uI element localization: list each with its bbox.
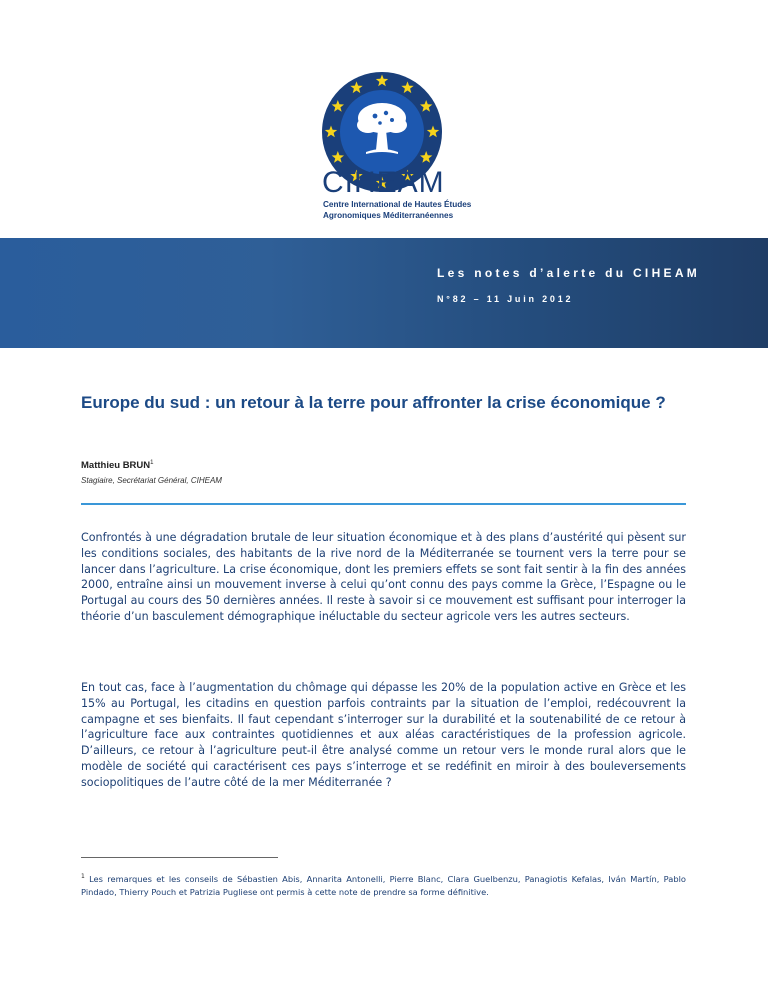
author-affiliation: Stagiaire, Secrétariat Général, CIHEAM: [81, 476, 222, 485]
header-banner: [0, 238, 768, 348]
series-title: Les notes d’alerte du CIHEAM: [437, 266, 701, 280]
author-footnote-ref: 1: [150, 460, 154, 466]
logo-wordmark: CIHEAM: [322, 166, 445, 199]
body-paragraph-1: Confrontés à une dégradation brutale de leur situation économique et à des plans d’austérité qui pèsent sur les conditions sociales, des habitants de la rive nord de la Méditerranée se tournent vers la terre pour se lancer dans l’agriculture. La crise économique, dont les premiers effets se sont fait sentir à la fin des années 2000, entraîne ainsi un mouvement inverse à celui qu’ont connu des pays comme la Grèce, l’Espagne ou le Portugal au cours des 50 dernières années. Il reste à savoir si ce mouvement est suffisant pour interroger la théorie d’un basculement démographique inéluctable du secteur agricole vers les autres secteurs.: [81, 531, 686, 623]
footnote-text: Les remarques et les conseils de Sébastien Abis, Annarita Antonelli, Pierre Blanc, Clara Guelbenzu, Panagiotis Kefalas, Iván Martín, Pablo Pindado, Thierry Pouch et Patrizia Pugliese ont permis à cette note de prendre sa forme définitive.: [81, 873, 686, 897]
logo-subtitle-line2: Agronomiques Méditerranéennes: [323, 211, 454, 220]
article-title: Europe du sud : un retour à la terre pour affronter la crise économique ?: [81, 393, 666, 412]
logo-subtitle: [323, 199, 471, 221]
issue-number-date: N°82 – 11 Juin 2012: [437, 294, 574, 304]
logo-subtitle-line1: Centre International de Hautes Études: [323, 200, 472, 209]
footnote-separator: [81, 857, 278, 858]
author-line: [81, 460, 153, 471]
author-name: Matthieu BRUN: [81, 460, 151, 472]
footnote: [81, 870, 686, 899]
body-paragraph-2: En tout cas, face à l’augmentation du chômage qui dépasse les 20% de la population active en Grèce et les 15% au Portugal, les citadins en question parfois contraints par la situation de l’emploi, redécouvrent la campagne et ses bienfaits. Il faut cependant s’interroger sur la durabilité et la soutenabilité de ce retour à l’agriculture face aux contraintes quotidiennes et aux aléas caractéristiques de la profession agricole. D’ailleurs, ce retour à l’agriculture peut-il être analysé comme un retour vers le monde rural alors que le modèle de société qui caractérisent ces pays s’interroge et se redéfinit en miroir à des bouleversements sociopolitiques de l’autre côté de la mer Méditerranée ?: [81, 681, 686, 789]
section-divider: [81, 503, 686, 505]
footnote-ref: 1: [81, 873, 85, 880]
